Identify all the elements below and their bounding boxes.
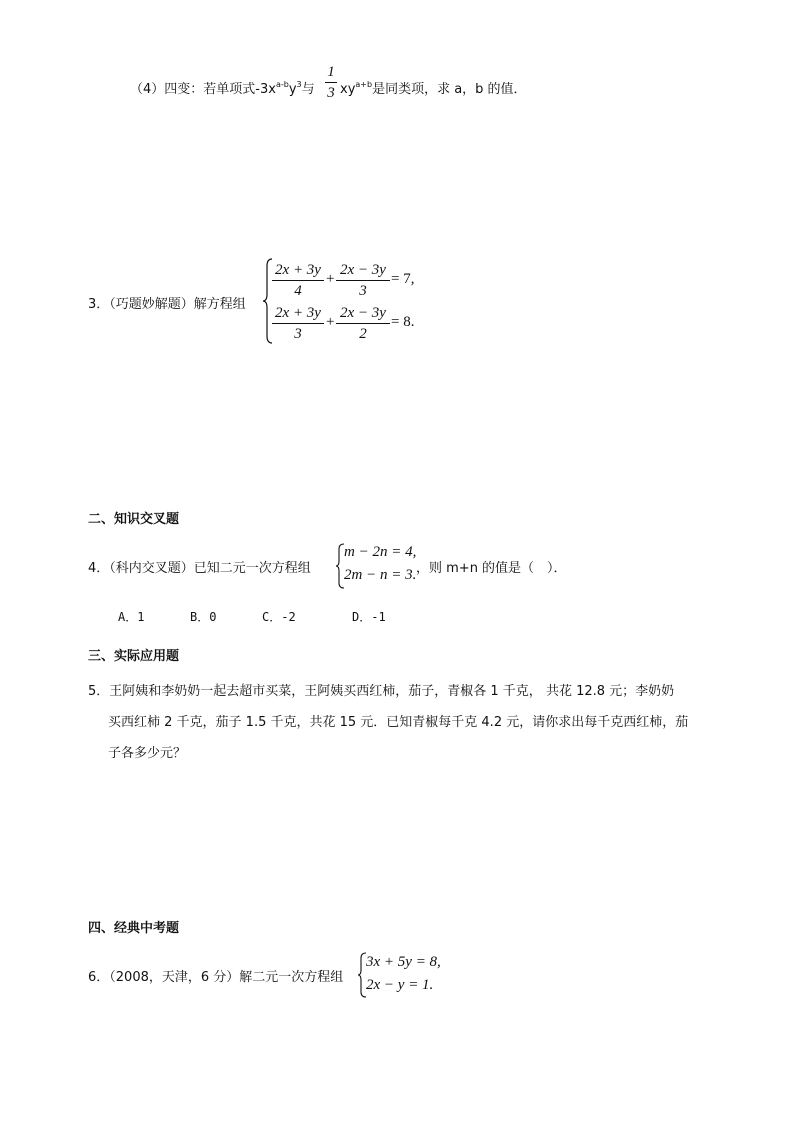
q2-part4-mid3: xy bbox=[340, 82, 356, 97]
q3-eq1-rhs: = 7, bbox=[391, 271, 415, 287]
q4-option-b: B．0 bbox=[190, 610, 217, 624]
q2-part4-suffix: 是同类项，求 a，b 的值． bbox=[372, 82, 527, 97]
q3-eq2-frac1-den: 3 bbox=[294, 326, 302, 342]
q4-suffix: ，则 m+n 的值是（ ）． bbox=[416, 561, 567, 576]
q2-part4-exp3: a+b bbox=[355, 80, 373, 89]
q2-part4-mid1: y bbox=[288, 82, 297, 97]
q3-eq2-plus: + bbox=[326, 314, 335, 330]
q2-part4-exp2: 3 bbox=[296, 80, 302, 89]
q3-eq1-plus: + bbox=[326, 271, 335, 287]
q2-part4-frac-num: 1 bbox=[327, 64, 335, 80]
q2-part4 bbox=[130, 78, 315, 97]
section-3-heading: 三、实际应用题 bbox=[88, 649, 180, 664]
q5-line1: 5．王阿姨和李奶奶一起去超市买菜，王阿姨买西红柿，茄子，青椒各 1 千克， 共花 12.8 元；李奶奶 bbox=[88, 684, 675, 699]
q3-eq1-frac1 bbox=[272, 262, 324, 299]
q3-eq2-frac1 bbox=[272, 305, 324, 342]
q3-label: 3．（巧题妙解题）解方程组 bbox=[88, 297, 246, 312]
q3-eq2-rhs: = 8. bbox=[391, 314, 415, 330]
q5-line2: 买西红柿 2 千克，茄子 1.5 千克，共花 15 元．已知青椒每千克 4.2 元，请你求出每千克西红柿，茄 bbox=[108, 715, 689, 730]
q4-option-a: A．1 bbox=[118, 610, 145, 624]
q2-part4-prefix: （4）四变：若单项式-3x bbox=[130, 82, 276, 97]
q4-option-d: D．-1 bbox=[352, 610, 386, 624]
q6-eq2: 2x − y = 1. bbox=[366, 977, 434, 993]
q2-part4-tail bbox=[340, 78, 527, 97]
q4-label: 4．（科内交叉题）已知二元一次方程组 bbox=[88, 561, 311, 576]
q4-eq2: 2m − n = 3. bbox=[344, 567, 417, 583]
q3-eq1-frac2 bbox=[336, 262, 390, 299]
q3-eq1-frac1-num: 2x + 3y bbox=[275, 262, 321, 278]
q3-eq1-frac2-num: 2x − 3y bbox=[340, 262, 386, 278]
section-2-heading: 二、知识交叉题 bbox=[88, 512, 180, 527]
q3-eq2-frac2-den: 2 bbox=[359, 326, 367, 342]
section-4-heading: 四、经典中考题 bbox=[88, 921, 180, 936]
q6-eq1: 3x + 5y = 8, bbox=[366, 954, 441, 970]
q5-line3: 子各多少元？ bbox=[108, 746, 187, 761]
q6-label: 6．（2008，天津，6 分）解二元一次方程组 bbox=[88, 970, 344, 985]
q3-eq1-frac1-den: 4 bbox=[294, 283, 302, 299]
q3-eq2-frac2-num: 2x − 3y bbox=[340, 305, 386, 321]
q2-part4-fraction bbox=[325, 64, 337, 101]
q3-eq1-frac2-den: 3 bbox=[359, 283, 367, 299]
q3-eq2-frac2 bbox=[336, 305, 390, 342]
q2-part4-exp1: a-b bbox=[275, 80, 289, 89]
q3-eq2-frac1-num: 2x + 3y bbox=[275, 305, 321, 321]
q2-part4-mid2: 与 bbox=[301, 82, 315, 97]
q4-option-c: C．-2 bbox=[262, 610, 296, 624]
q2-part4-frac-den: 3 bbox=[327, 85, 335, 101]
q4-eq1: m − 2n = 4, bbox=[344, 544, 417, 560]
